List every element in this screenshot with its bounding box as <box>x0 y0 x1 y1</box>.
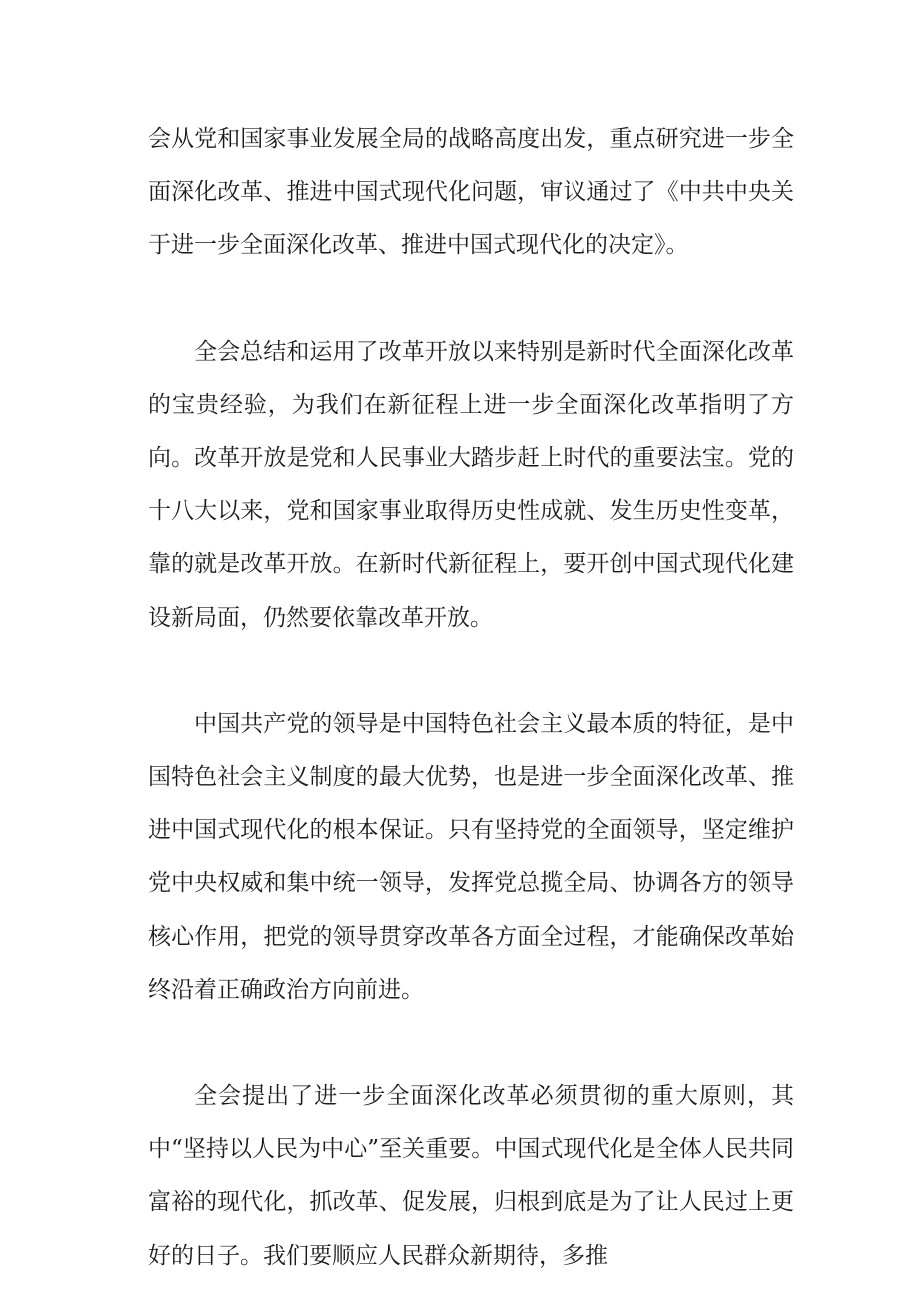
document-body <box>148 113 794 1283</box>
paragraph-reform-experience: 全会总结和运用了改革开放以来特别是新时代全面深化改革的宝贵经验，为我们在新征程上进一步全面深化改革指明了方向。改革开放是党和人民事业大踏步赶上时代的重要法宝。党的十八大以来，党和国家事业取得历史性成就、发生历史性变革，靠的就是改革开放。在新时代新征程上，要开创中国式现代化建设新局面，仍然要依靠改革开放。 <box>148 338 794 631</box>
paragraph-party-leadership: 中国共产党的领导是中国特色社会主义最本质的特征，是中国特色社会主义制度的最大优势，也是进一步全面深化改革、推进中国式现代化的根本保证。只有坚持党的全面领导，坚定维护党中央权威和集中统一领导，发挥党总揽全局、协调各方的领导核心作用，把党的领导贯穿改革各方面全过程，才能确保改革始终沿着正确政治方向前进。 <box>148 710 794 1003</box>
paragraph-people-centered: 全会提出了进一步全面深化改革必须贯彻的重大原则，其中“坚持以人民为中心”至关重要。中国式现代化是全体人民共同富裕的现代化，抓改革、促发展，归根到底是为了让人民过上更好的日子。我们要顺应人民群众新期待，多推 <box>148 1083 794 1269</box>
paragraph-continuation: 会从党和国家事业发展全局的战略高度出发，重点研究进一步全面深化改革、推进中国式现代化问题，审议通过了《中共中央关于进一步全面深化改革、推进中国式现代化的决定》。 <box>148 126 794 259</box>
